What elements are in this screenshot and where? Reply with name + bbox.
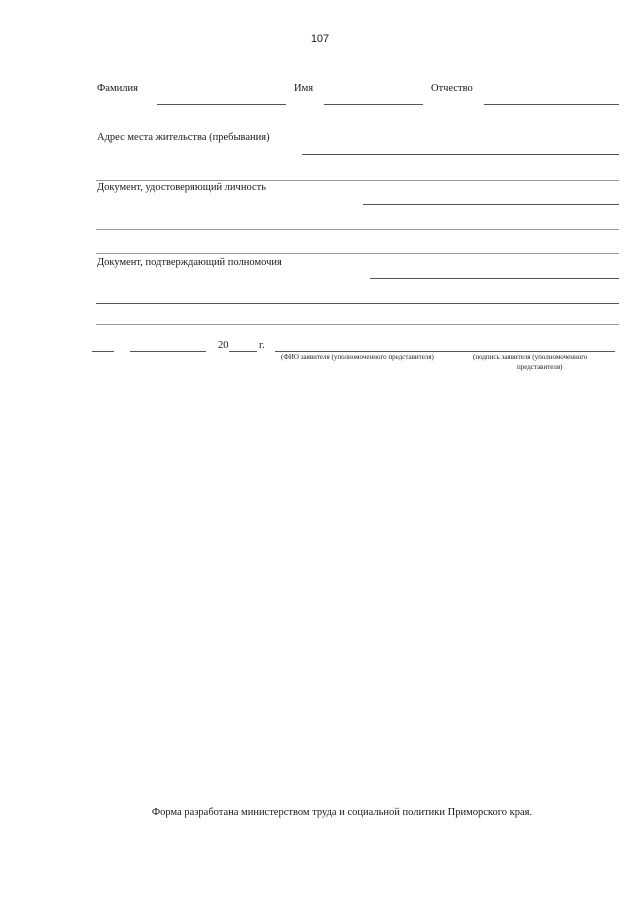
signature-caption-line2: представителя) [517, 363, 563, 371]
identity-document-field-continuation-2[interactable] [96, 253, 619, 254]
authority-document-label: Документ, подтверждающий полномочия [97, 257, 282, 268]
address-label: Адрес места жительства (пребывания) [97, 132, 270, 143]
name-label: Имя [294, 83, 314, 94]
date-month-field[interactable] [130, 351, 206, 352]
patronymic-label: Отчество [431, 83, 473, 94]
name-field[interactable] [324, 104, 423, 105]
surname-field[interactable] [157, 104, 286, 105]
authority-document-field[interactable] [370, 278, 619, 279]
signature-caption-line1: (подпись заявителя (уполномоченного [473, 353, 588, 361]
fio-caption: (ФИО заявителя (уполномоченного представителя) [281, 353, 434, 361]
identity-document-field[interactable] [363, 204, 619, 205]
date-year-field[interactable] [229, 351, 257, 352]
year-prefix: 20 [218, 340, 229, 351]
fio-signature-field[interactable] [275, 351, 615, 352]
identity-document-field-continuation[interactable] [96, 229, 619, 230]
patronymic-field[interactable] [484, 104, 619, 105]
address-field[interactable] [302, 154, 619, 155]
date-day-field[interactable] [92, 351, 114, 352]
page-number: 107 [310, 33, 330, 45]
surname-label: Фамилия [97, 83, 138, 94]
footer-note: Форма разработана министерством труда и социальной политики Приморского края. [151, 807, 533, 818]
address-field-continuation[interactable] [96, 180, 619, 181]
authority-document-field-continuation-2[interactable] [96, 324, 619, 325]
identity-document-label: Документ, удостоверяющий личность [97, 182, 266, 193]
year-suffix: г. [259, 340, 265, 351]
authority-document-field-continuation[interactable] [96, 303, 619, 304]
